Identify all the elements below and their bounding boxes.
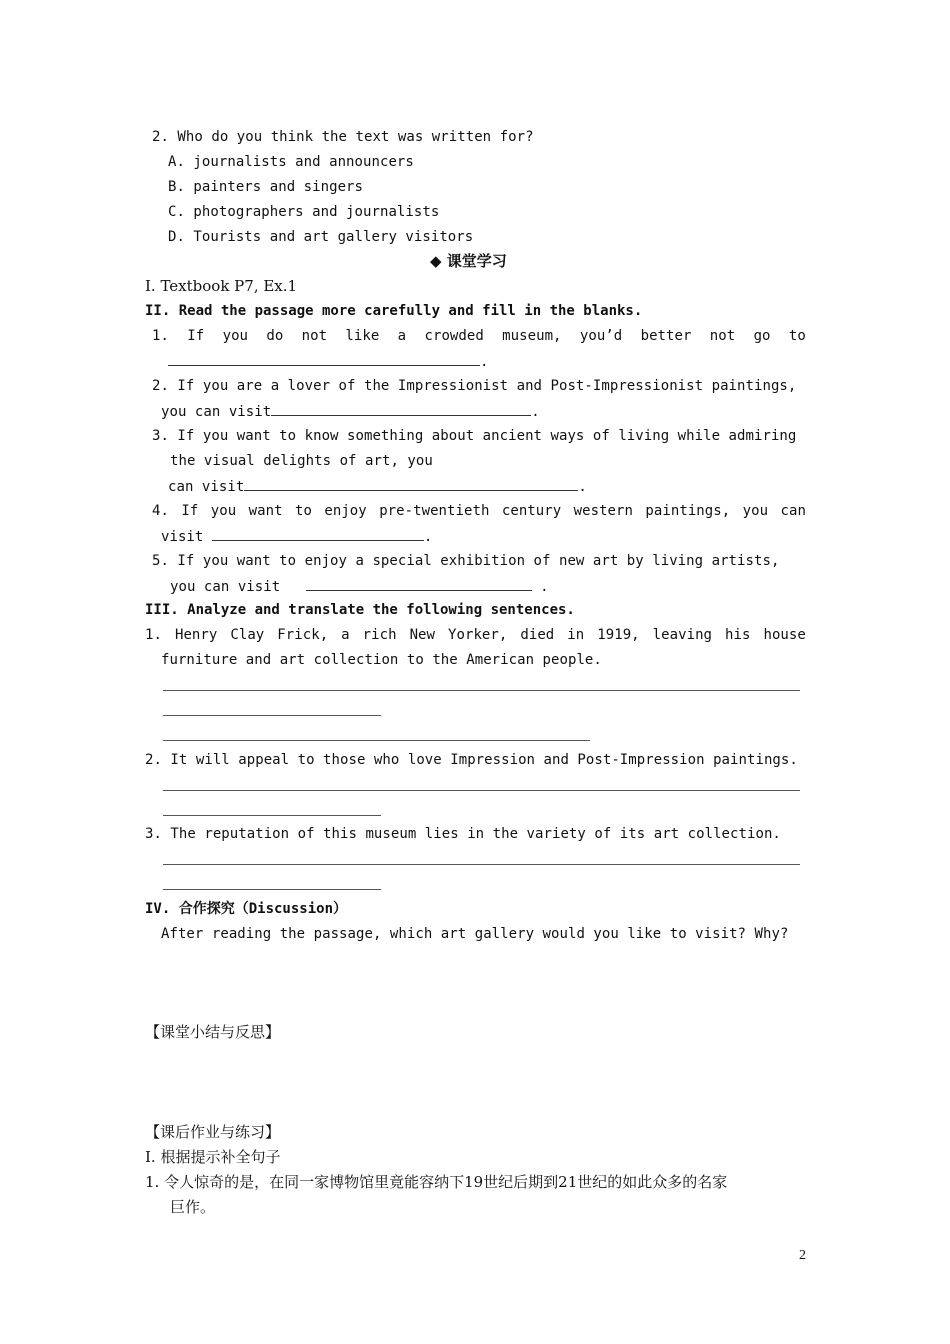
word: 4. [152, 503, 169, 519]
word: Yorker, [448, 627, 508, 643]
answer-line[interactable] [163, 815, 381, 816]
homework-item-1-line2: 巨作。 [170, 1198, 216, 1216]
word: leaving [652, 627, 713, 643]
sentence-3: 3. The reputation of this museum lies in the variety of its art collection. [145, 826, 781, 842]
word: crowded [424, 328, 484, 344]
answer-blank[interactable] [306, 576, 532, 591]
homework-item-1-line1: 1. 令人惊奇的是，在同一家博物馆里竟能容纳下19世纪后期到21世纪的如此众多的名家 [145, 1173, 728, 1191]
word: If [187, 328, 205, 344]
blank-item-5-line2: you can visit . [170, 576, 549, 596]
word: you [742, 503, 769, 519]
option-c: C. photographers and journalists [168, 204, 440, 220]
answer-blank[interactable] [212, 526, 424, 541]
word: pre-twentieth [379, 503, 490, 519]
word: not [301, 328, 328, 344]
section-3-title: III. Analyze and translate the following sentences. [145, 602, 575, 618]
blank-item-2-line1: 2. If you are a lover of the Impressionist and Post-Impressionist paintings, [152, 378, 797, 394]
word: 1. [152, 328, 169, 344]
answer-line[interactable] [163, 740, 590, 741]
word: Clay [230, 627, 265, 643]
word: New [409, 627, 436, 643]
word: to [294, 503, 312, 519]
answer-blank[interactable] [244, 476, 578, 491]
word: 1. [145, 627, 162, 643]
blank-item-3-line3: can visit . [168, 476, 587, 496]
word: better [640, 328, 692, 344]
option-b: B. painters and singers [168, 179, 364, 195]
word: a [341, 627, 350, 643]
word: his [725, 627, 751, 643]
blank-item-1-answer: . [168, 351, 488, 371]
question-2-stem: 2. Who do you think the text was written for? [152, 129, 534, 145]
option-d: D. Tourists and art gallery visitors [168, 229, 474, 245]
word: died [520, 627, 555, 643]
blank-item-3-line2: the visual delights of art, you [170, 453, 433, 469]
answer-blank[interactable] [271, 401, 531, 416]
word: museum, [502, 328, 562, 344]
blank-item-1-line [152, 326, 806, 346]
word: to [788, 328, 806, 344]
section-4-title: IV. 合作探究（Discussion） [145, 901, 348, 917]
word: house [763, 627, 806, 643]
word: want [248, 503, 283, 519]
word: like [345, 328, 380, 344]
blank-item-3-line1: 3. If you want to know something about ancient ways of living while admiring [152, 428, 797, 444]
word: If [181, 503, 199, 519]
word: enjoy [324, 503, 367, 519]
answer-line[interactable] [163, 715, 381, 716]
word: western [573, 503, 633, 519]
discussion-prompt: After reading the passage, which art gallery would you like to visit? Why? [161, 926, 789, 942]
word: go [753, 328, 771, 344]
word: do [266, 328, 284, 344]
answer-line[interactable] [163, 690, 800, 691]
word: not [709, 328, 736, 344]
word: you [210, 503, 237, 519]
word: paintings, [645, 503, 731, 519]
homework-part-1: I. 根据提示补全句子 [145, 1148, 281, 1166]
word: in [567, 627, 585, 643]
section-2-title: II. Read the passage more carefully and fill in the blanks. [145, 303, 643, 319]
summary-heading: 【课堂小结与反思】 [145, 1023, 281, 1041]
word: a [397, 328, 407, 344]
word: Frick, [277, 627, 329, 643]
blank-item-4-line1 [152, 501, 806, 521]
homework-heading: 【课后作业与练习】 [145, 1123, 281, 1141]
word: Henry [174, 627, 218, 643]
word: can [780, 503, 806, 519]
option-a: A. journalists and announcers [168, 154, 414, 170]
word: you [222, 328, 249, 344]
sentence-2: 2. It will appeal to those who love Impression and Post-Impression paintings. [145, 752, 798, 768]
answer-line[interactable] [163, 864, 800, 865]
blank-item-4-line2: visit . [161, 526, 432, 546]
blank-item-5-line1: 5. If you want to enjoy a special exhibition of new art by living artists, [152, 553, 780, 569]
answer-blank[interactable] [168, 351, 480, 366]
page-number: 2 [799, 1248, 806, 1263]
blank-item-2-line2: you can visit . [161, 401, 540, 421]
word: century [501, 503, 562, 519]
word: 1919, [597, 627, 640, 643]
sentence-1-line1 [145, 625, 806, 645]
section-1-title: I. Textbook P7, Ex.1 [145, 277, 298, 295]
answer-line[interactable] [163, 790, 800, 791]
answer-line[interactable] [163, 889, 381, 890]
word: you’d [579, 328, 623, 344]
sentence-1-line2: furniture and art collection to the American people. [161, 652, 602, 668]
classroom-heading: ◆ 课堂学习 [430, 252, 507, 270]
word: rich [362, 627, 397, 643]
